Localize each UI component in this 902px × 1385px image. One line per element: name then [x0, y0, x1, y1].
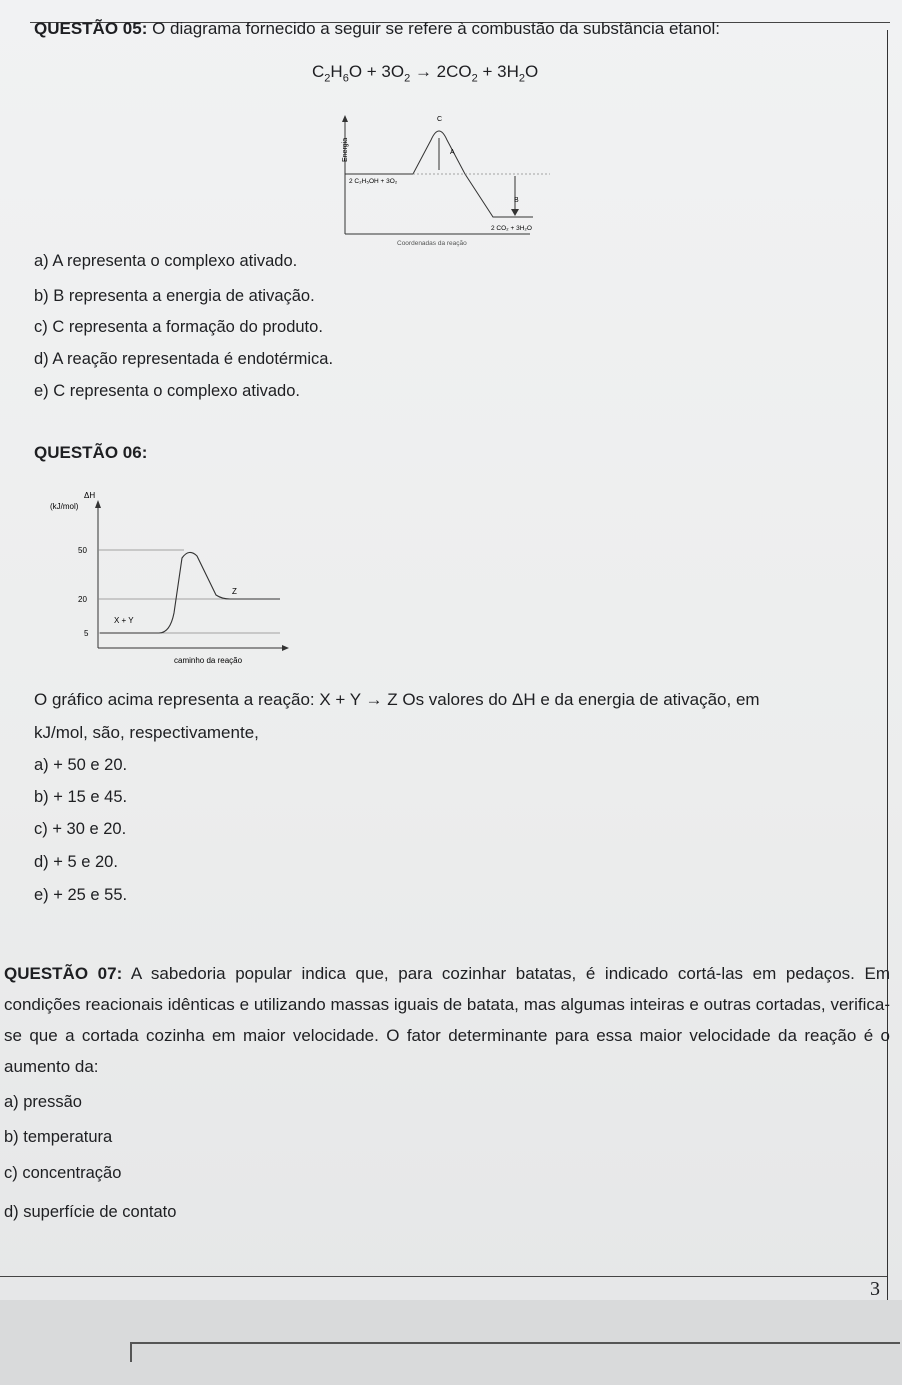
q05-statement — [34, 18, 720, 40]
q05-arrow-b-head — [511, 209, 519, 216]
q06-y-tick-5: 5 — [84, 629, 89, 638]
q06-option-a: a) + 50 e 20. — [34, 756, 128, 774]
q05-option-a: a) A representa o complexo ativado. — [34, 252, 298, 270]
right-margin-rule — [887, 30, 888, 1300]
q06-option-e: e) + 25 e 55. — [34, 886, 128, 904]
q05-label-c: C — [437, 116, 443, 123]
q07-statement — [4, 958, 890, 1082]
q06-ylabel-units: (kJ/mol) — [50, 502, 79, 511]
page-number: 3 — [870, 1278, 880, 1300]
q06-text-line2: kJ/mol, são, respectivamente, — [34, 723, 259, 742]
q06-products-label: Z — [232, 587, 237, 596]
q05-reactants: 2 C₂H₅OH + 3O₂ — [349, 178, 398, 185]
q05-x-label: Coordenadas da reação — [397, 240, 467, 247]
q06-y-tick-20: 20 — [78, 595, 87, 604]
q07-text: A sabedoria popular indica que, para cozinhar batatas, é indicado cortá-las em pedaços. Em condições reacionais idênticas e utilizando massas iguais de batata, mas algumas inteiras e outras cortadas, verifica-se que a cortada cozinha em maior velocidade. O fator determinante para essa maior velocidade da reação é o aumento da: — [4, 964, 890, 1076]
q06-chart — [44, 478, 294, 668]
q07-option-c: c) concentração — [4, 1164, 122, 1182]
next-page-edge-corner — [130, 1342, 132, 1362]
q07-option-b: b) temperatura — [4, 1128, 113, 1146]
q06-xlabel: caminho da reação — [174, 656, 243, 665]
q06-y-arrow — [95, 500, 101, 508]
q07-title: QUESTÃO 07: — [4, 964, 123, 983]
q05-equation: $C_2H_6O + 3O_2 \to 2CO_2 + 3H_2O$ — [312, 62, 539, 85]
bottom-rule — [0, 1276, 887, 1277]
q07-option-a: a) pressão — [4, 1093, 82, 1111]
q06-option-b: b) + 15 e 45. — [34, 788, 128, 806]
q05-option-c: c) C representa a formação do produto. — [34, 318, 323, 336]
q05-y-label: Energia — [342, 137, 349, 162]
next-page-edge — [130, 1342, 900, 1344]
q06-x-arrow — [282, 645, 289, 651]
q06-option-c: c) + 30 e 20. — [34, 820, 127, 838]
q05-option-d: d) A reação representada é endotérmica. — [34, 350, 334, 368]
q05-option-e: e) C representa o complexo ativado. — [34, 382, 300, 400]
q05-label-a: A — [450, 149, 455, 156]
q06-option-d: d) + 5 e 20. — [34, 853, 118, 871]
q05-y-arrow — [342, 115, 348, 122]
q05-text: O diagrama fornecido a seguir se refere à combustão da substância etanol: — [147, 19, 721, 38]
q06-reactants-label: X + Y — [114, 616, 134, 625]
q06-text-line1: O gráfico acima representa a reação: X + Y → Z Os valores do ΔH e da energia de ativação, em — [34, 690, 760, 709]
q06-title: QUESTÃO 06: — [34, 443, 148, 462]
q05-products: 2 CO₂ + 3H₂O — [491, 225, 532, 232]
q05-label-b: B — [514, 197, 519, 204]
q05-energy-diagram — [325, 112, 555, 257]
q06-y-tick-50: 50 — [78, 546, 87, 555]
q06-ylabel-delta: ΔH — [84, 491, 96, 500]
q07-option-d: d) superfície de contato — [4, 1203, 177, 1221]
q05-option-b: b) B representa a energia de ativação. — [34, 287, 315, 305]
q05-title: QUESTÃO 05: — [34, 19, 148, 38]
